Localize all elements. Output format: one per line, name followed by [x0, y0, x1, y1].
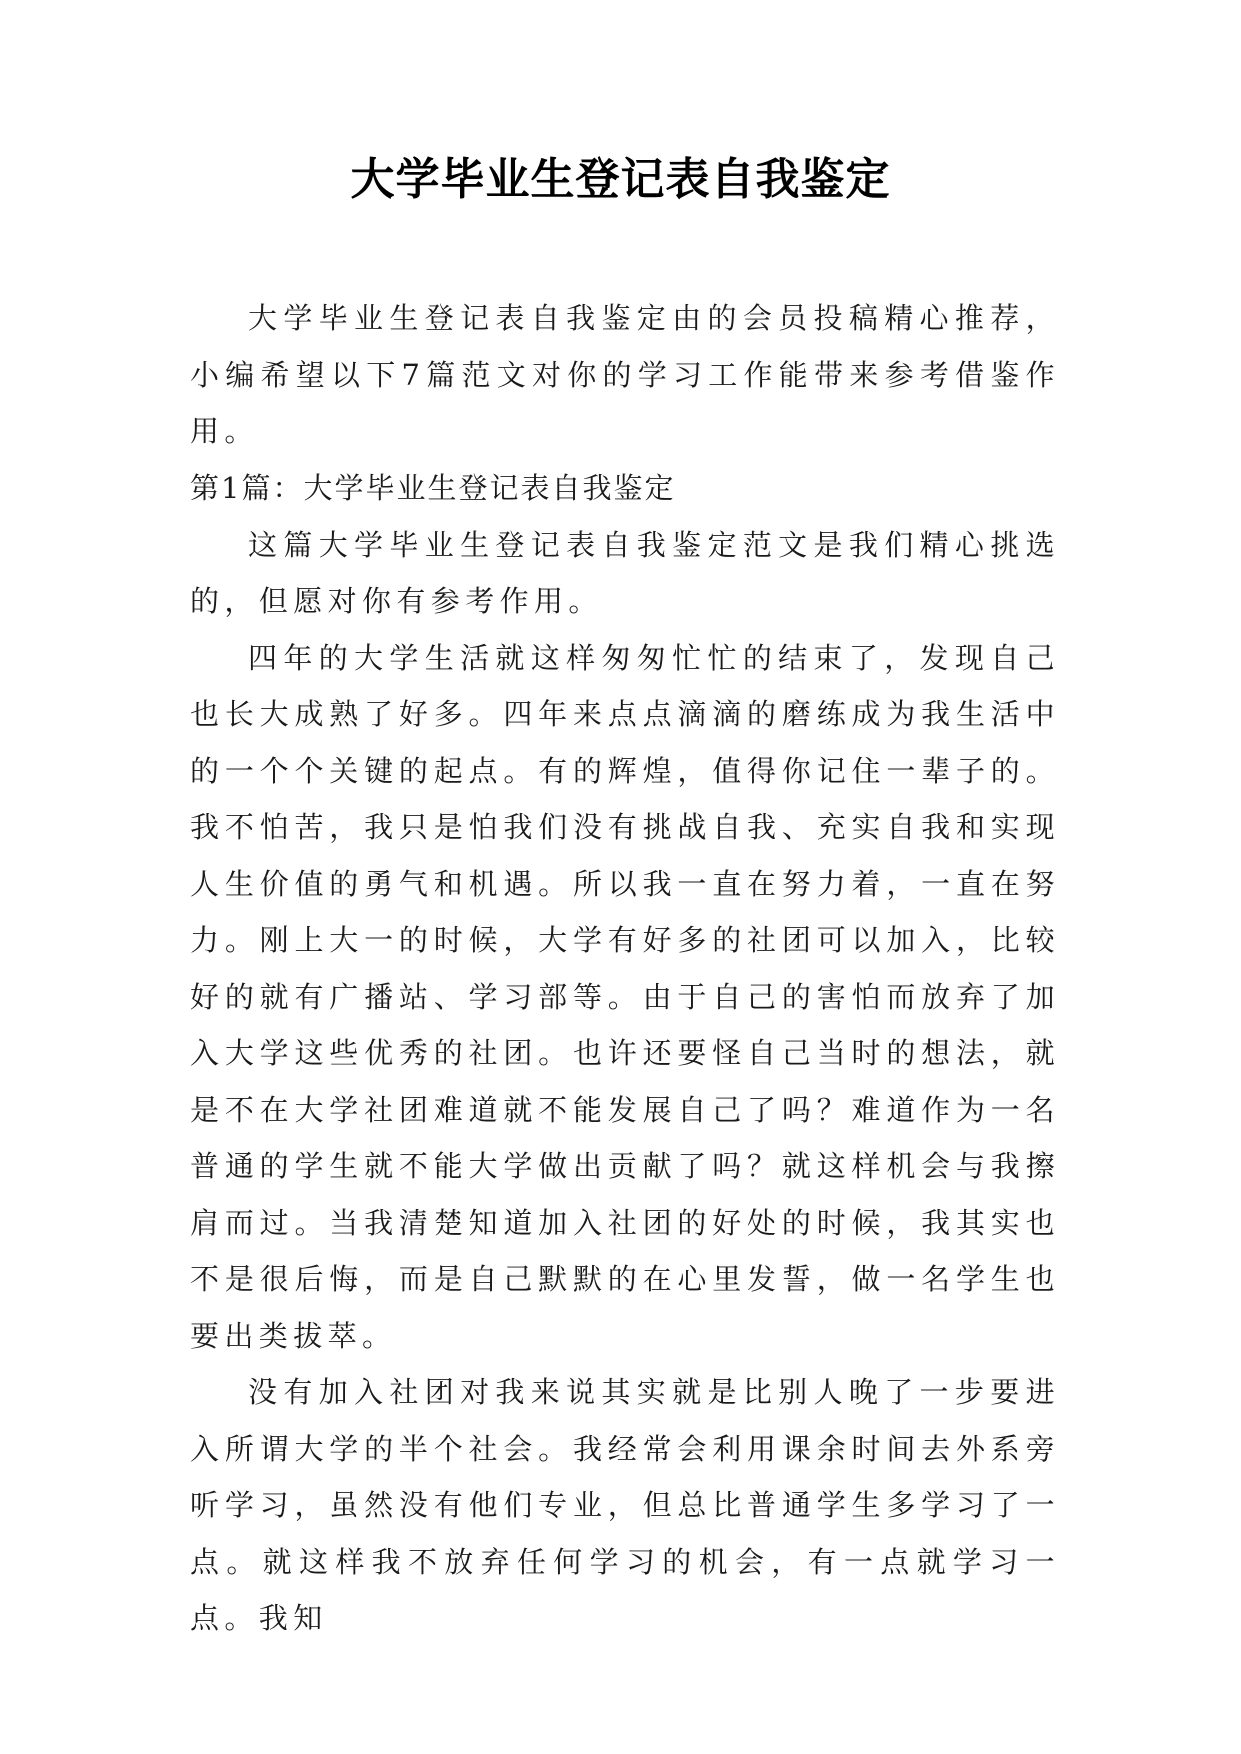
body-paragraph: 没有加入社团对我来说其实就是比别人晚了一步要进入所谓大学的半个社会。我经常会利用课余时间去外系旁听学习，虽然没有他们专业，但总比普通学生多学习了一点。就这样我不放弃任何学习的机会，有一点就学习一点。我知: [190, 1375, 1060, 1635]
intro-block: [190, 290, 1060, 460]
article-section: [190, 460, 1060, 1647]
section-heading: 第1篇：大学毕业生登记表自我鉴定: [190, 471, 676, 505]
intro-paragraph: 大学毕业生登记表自我鉴定由的会员投稿精心推荐，小编希望以下7篇范文对你的学习工作能带来参考借鉴作用。: [190, 301, 1060, 448]
body-paragraph: 四年的大学生活就这样匆匆忙忙的结束了，发现自己也长大成熟了好多。四年来点点滴滴的磨练成为我生活中的一个个关键的起点。有的辉煌，值得你记住一辈子的。我不怕苦，我只是怕我们没有挑战自我、充实自我和实现人生价值的勇气和机遇。所以我一直在努力着，一直在努力。刚上大一的时候，大学有好多的社团可以加入，比较好的就有广播站、学习部等。由于自己的害怕而放弃了加入大学这些优秀的社团。也许还要怪自己当时的想法，就是不在大学社团难道就不能发展自己了吗？难道作为一名普通的学生就不能大学做出贡献了吗？就这样机会与我擦肩而过。当我清楚知道加入社团的好处的时候，我其实也不是很后悔，而是自己默默的在心里发誓，做一名学生也要出类拔萃。: [190, 640, 1060, 1353]
body-paragraph: 这篇大学毕业生登记表自我鉴定范文是我们精心挑选的，但愿对你有参考作用。: [190, 527, 1060, 618]
document-title: 大学毕业生登记表自我鉴定: [350, 154, 891, 205]
